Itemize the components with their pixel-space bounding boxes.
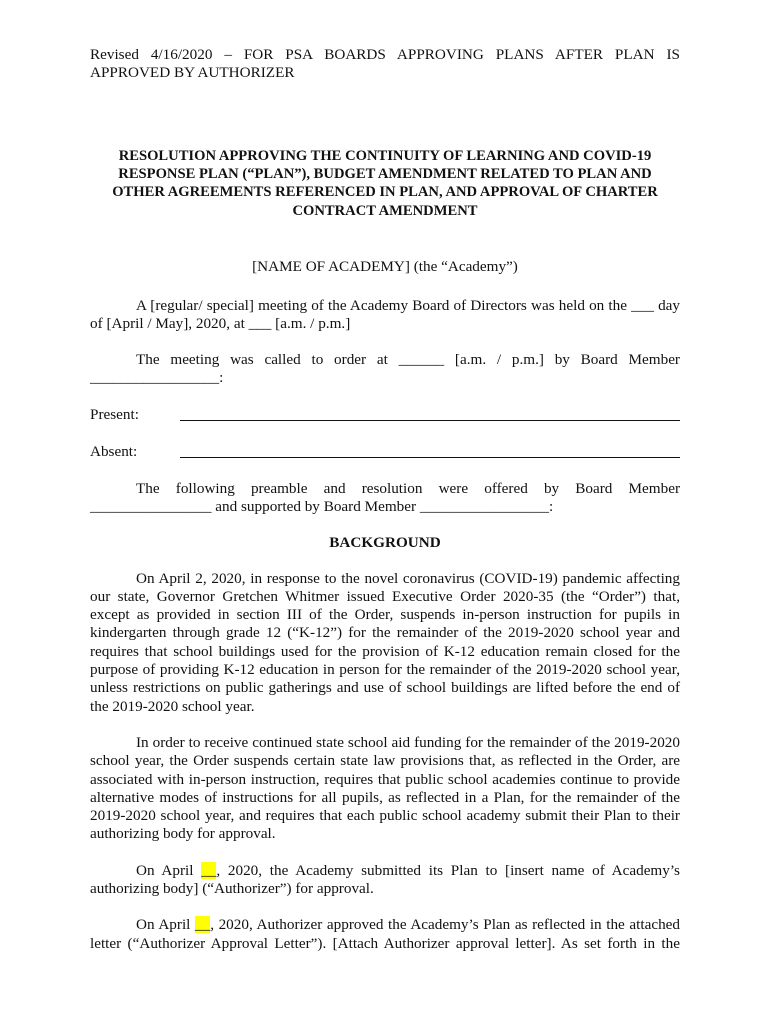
- resolution-title-line-1: RESOLUTION APPROVING THE CONTINUITY OF LEARNING AND COVID-19: [118, 147, 652, 164]
- approval-date-blank: __: [195, 916, 211, 934]
- background-paragraph-2: In order to receive continued state school aid funding for the remainder of the 2019-2020 school year, the Order suspends certain state law provisions that, as reflected in the Order, are associated with in-person instruction, requires that public school academies continue to provide alternative modes of instructions for all pupils, as reflected in a Plan, for the remainder of the 2019-2020 school year, and requires that each public school academy submit their Plan to their authorizing body for approval.: [90, 733, 680, 843]
- paragraph-4-start: On April: [136, 916, 195, 934]
- offered-line-2: ________________ and supported by Board Member _________________:: [90, 498, 554, 515]
- academy-name: [NAME OF ACADEMY] (the “Academy”): [252, 258, 518, 276]
- paragraph-3-start: On April: [136, 861, 202, 879]
- meeting-statement-line-2: of [April / May], 2020, at ___ [a.m. / p.m.]: [90, 314, 351, 332]
- revision-note: [90, 46, 680, 83]
- called-to-order-statement: [90, 351, 680, 388]
- absent-label: Absent:: [90, 443, 138, 461]
- present-label: Present:: [90, 406, 139, 424]
- background-heading: BACKGROUND: [329, 534, 441, 552]
- present-blank-line: [180, 406, 680, 421]
- revision-note-line-1: Revised 4/16/2020 – FOR PSA BOARDS APPROVING PLANS AFTER PLAN IS: [90, 46, 680, 63]
- called-to-order-line-2: _________________:: [90, 369, 224, 387]
- present-row: [90, 406, 680, 425]
- meeting-statement: [90, 297, 680, 334]
- resolution-title: [90, 147, 680, 221]
- paragraph-3-rest: , 2020, the Academy submitted its Plan to [insert name of Academy’s authorizing body] (“Authorizer”) for approval.: [90, 861, 680, 898]
- submission-date-blank: __: [201, 861, 217, 879]
- paragraph-4-rest: , 2020, Authorizer approved the Academy’s Plan as reflected in the attached letter (“Authorizer Approval Letter”). [Attach Authorizer approval letter]. As set forth in the: [90, 916, 680, 952]
- absent-row: [90, 443, 680, 462]
- absent-blank-line: [180, 443, 680, 458]
- background-paragraph-3: [90, 862, 680, 899]
- meeting-statement-line-1: A [regular/ special] meeting of the Academy Board of Directors was held on the ___ day: [136, 296, 680, 314]
- offered-statement: [90, 480, 680, 517]
- resolution-title-line-3: OTHER AGREEMENTS REFERENCED IN PLAN, AND APPROVAL OF CHARTER: [112, 184, 658, 201]
- document-page: [90, 46, 680, 953]
- background-paragraph-1: On April 2, 2020, in response to the novel coronavirus (COVID-19) pandemic affecting our state, Governor Gretchen Whitmer issued Executive Order 2020-35 (the “Order”) that, except as provided in section III of the Order, suspends in-person instruction for pupils in kindergarten through grade 12 (“K-12”) for the remainder of the 2019-2020 school year and requires that school buildings used for the provision of K-12 education remain closed for the purpose of providing K-12 education in person for the remainder of the 2019-2020 school year, unless restrictions on public gatherings and use of school buildings are lifted before the end of the 2019-2020 school year.: [90, 569, 680, 715]
- called-to-order-line-1: The meeting was called to order at ______ [a.m. / p.m.] by Board Member: [136, 351, 680, 369]
- background-paragraph-4: [90, 916, 680, 953]
- resolution-title-line-4: CONTRACT AMENDMENT: [292, 202, 478, 219]
- resolution-title-line-2: RESPONSE PLAN (“PLAN”), BUDGET AMENDMENT RELATED TO PLAN AND: [118, 166, 652, 182]
- revision-note-line-2: APPROVED BY AUTHORIZER: [90, 64, 295, 82]
- offered-line-1: The following preamble and resolution were offered by Board Member: [136, 479, 680, 497]
